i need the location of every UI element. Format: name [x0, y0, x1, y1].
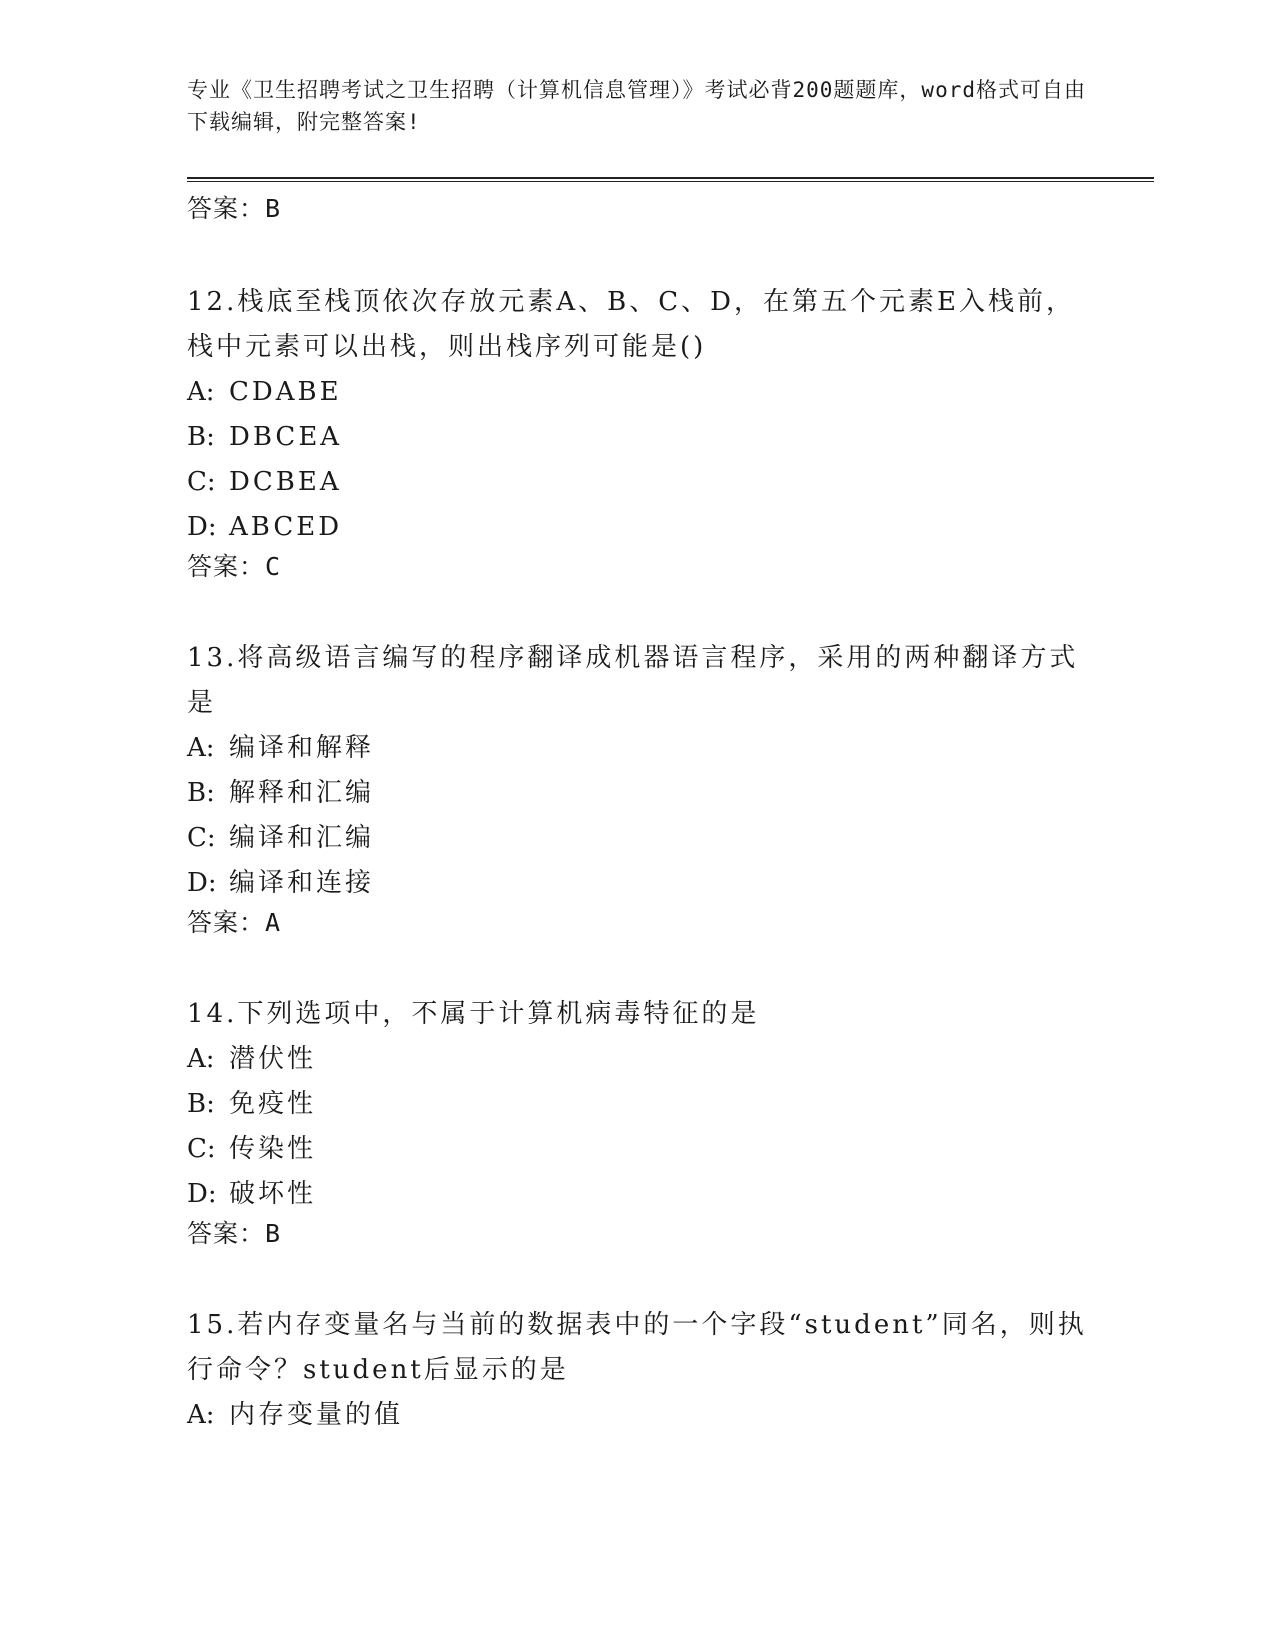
option-letter: D:	[187, 868, 217, 898]
option-b	[187, 1082, 1087, 1127]
option-text: 解释和汇编	[229, 778, 375, 808]
option-text: 编译和连接	[229, 868, 375, 898]
question-stem: 14.下列选项中，不属于计算机病毒特征的是	[187, 999, 760, 1029]
question-stem: 15.若内存变量名与当前的数据表中的一个字段“student”同名，则执行命令？student后显示的是	[187, 1310, 1087, 1385]
header-title: 专业《卫生招聘考试之卫生招聘（计算机信息管理）》考试必背200题题库，word格式可自由下载编辑，附完整答案!	[187, 78, 1086, 134]
option-text: DBCEA	[229, 422, 343, 452]
option-letter: B:	[187, 1089, 215, 1119]
question-block-13	[187, 636, 1087, 940]
option-letter: A:	[187, 733, 215, 763]
option-text: 编译和汇编	[229, 823, 375, 853]
question-stem: 13.将高级语言编写的程序翻译成机器语言程序，采用的两种翻译方式是	[187, 643, 1079, 718]
question-block-14	[187, 992, 1087, 1251]
option-b	[187, 771, 1087, 816]
header-divider	[187, 177, 1154, 182]
option-letter: C:	[187, 1134, 216, 1164]
option-text: 破坏性	[229, 1179, 317, 1209]
option-a	[187, 1393, 1087, 1438]
answer-line: 答案：B	[187, 1219, 282, 1248]
option-text: 传染性	[229, 1134, 317, 1164]
option-text: ABCED	[229, 512, 343, 542]
option-text: 免疫性	[229, 1089, 317, 1119]
document-header	[187, 74, 1087, 138]
question-spacer	[187, 226, 1087, 280]
answer-line: 答案：A	[187, 908, 282, 937]
option-letter: D:	[187, 1179, 217, 1209]
option-a	[187, 1037, 1087, 1082]
question-block-15	[187, 1303, 1087, 1438]
question-block-12	[187, 280, 1087, 584]
option-d	[187, 861, 1087, 906]
option-text: 潜伏性	[229, 1044, 317, 1074]
option-text: 编译和解释	[229, 733, 375, 763]
option-letter: A:	[187, 1044, 215, 1074]
option-d	[187, 505, 1087, 550]
option-letter: B:	[187, 422, 215, 452]
option-letter: C:	[187, 823, 216, 853]
option-a	[187, 726, 1087, 771]
option-text: DCBEA	[229, 467, 342, 497]
option-letter: C:	[187, 467, 216, 497]
question-stem: 12.栈底至栈顶依次存放元素A、B、C、D，在第五个元素E入栈前，栈中元素可以出栈，则出栈序列可能是()	[187, 287, 1075, 362]
option-letter: B:	[187, 778, 215, 808]
option-text: 内存变量的值	[229, 1400, 404, 1430]
question-spacer	[187, 1251, 1087, 1303]
question-spacer	[187, 584, 1087, 636]
question-list	[187, 192, 1087, 1438]
option-c	[187, 460, 1087, 505]
option-letter: D:	[187, 512, 217, 542]
option-d	[187, 1172, 1087, 1217]
option-letter: A:	[187, 1400, 215, 1430]
option-c	[187, 816, 1087, 861]
option-a	[187, 370, 1087, 415]
option-text: CDABE	[229, 377, 342, 407]
question-spacer	[187, 940, 1087, 992]
option-c	[187, 1127, 1087, 1172]
option-letter: A:	[187, 377, 215, 407]
option-b	[187, 415, 1087, 460]
answer-line: 答案：C	[187, 552, 282, 581]
previous-answer: 答案：B	[187, 194, 282, 223]
